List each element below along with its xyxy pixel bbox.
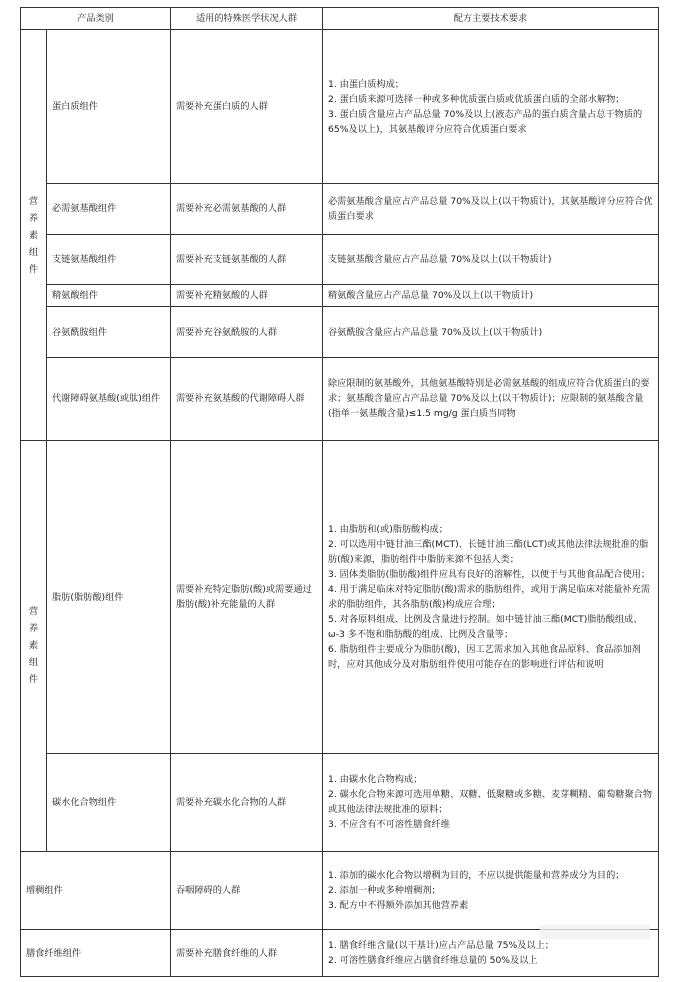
- product-name: 精氨酸组件: [47, 285, 171, 307]
- header-category: 产品类别: [21, 8, 171, 30]
- product-name: 代谢障碍氨基酸(或肽)组件: [47, 357, 171, 440]
- requirement-item: 2. 添加一种或多种增稠剂；: [328, 884, 441, 896]
- nutrition-component-table: [20, 7, 659, 977]
- requirement-item: 1. 添加的碳水化合物以增稠为目的，不应以提供能量和营养成分为目的；: [328, 869, 625, 881]
- requirements-cell: 除应限制的氨基酸外，其他氨基酸特别是必需氨基酸的组成应符合优质蛋白的要求；氨基酸含量应占产品总量 70%及以上(以干物质计)；应限制的氨基酸含量(指单一氨基酸含量)≤1.5 mg/g 蛋白质当同物: [323, 357, 659, 440]
- table-row: [21, 851, 659, 930]
- population-cell: 需要补充支链氨基酸的人群: [171, 234, 323, 285]
- requirement-item: 3. 配方中不得额外添加其他营养素: [328, 899, 469, 911]
- table-row: [21, 285, 659, 307]
- requirements-cell: [323, 930, 659, 977]
- population-cell: 吞咽障碍的人群: [171, 851, 323, 930]
- requirement-item: 2. 可以选用中链甘油三酯(MCT)、长链甘油三酯(LCT)或其他法律法规批准的脂肪(酸)来源，脂肪组件中脂肪来源不包括人类；: [328, 539, 649, 566]
- table-row: [21, 930, 659, 977]
- population-cell: 需要补充碳水化合物的人群: [171, 754, 323, 851]
- product-name: 脂肪(脂肪酸)组件: [47, 440, 171, 754]
- group-label-lipid: 营养素组件: [21, 440, 47, 851]
- requirement-item: 3. 固体类脂肪(脂肪酸)组件应具有良好的溶解性，以便于与其他食品配合使用；: [328, 569, 651, 581]
- header-population: 适用的特殊医学状况人群: [171, 8, 323, 30]
- requirement-item: 1. 由脂肪和(或)脂肪酸构成；: [328, 524, 448, 536]
- requirements-cell: 必需氨基酸含量应占产品总量 70%及以上(以干物质计)，其氨基酸评分应符合优质蛋白要求: [323, 183, 659, 234]
- requirement-item: 3. 蛋白质含量应占产品总量 70%及以上(液态产品的蛋白质含量占总干物质的 65%及以上)，其氨基酸评分应符合优质蛋白要求: [328, 108, 643, 135]
- product-name: 支链氨基酸组件: [47, 234, 171, 285]
- requirements-cell: [323, 30, 659, 184]
- requirement-item: 2. 蛋白质来源可选择一种或多种优质蛋白质或优质蛋白质的全部水解物；: [328, 93, 625, 105]
- requirement-item: 4. 用于满足临床对特定脂肪(酸)需求的脂肪组件，或用于满足临床对能量补充需求的脂肪组件，其各脂肪(酸)构成应合理；: [328, 584, 651, 611]
- requirements-cell: 支链氨基酸含量应占产品总量 70%及以上(以干物质计): [323, 234, 659, 285]
- product-name: 蛋白质组件: [47, 30, 171, 184]
- product-name: 碳水化合物组件: [47, 754, 171, 851]
- requirement-item: 3. 不应含有不可溶性膳食纤维: [328, 819, 450, 831]
- table-row: [21, 183, 659, 234]
- table-row: [21, 30, 659, 184]
- population-cell: 需要补充精氨酸的人群: [171, 285, 323, 307]
- population-cell: 需要补充必需氨基酸的人群: [171, 183, 323, 234]
- table-row: [21, 307, 659, 358]
- population-cell: 需要补充氨基酸的代谢障碍人群: [171, 357, 323, 440]
- requirements-cell: 谷氨酰胺含量应占产品总量 70%及以上(以干物质计): [323, 307, 659, 358]
- requirements-cell: [323, 851, 659, 930]
- requirement-item: 6. 脂肪组件主要成分为脂肪(酸)，因工艺需求加入其他食品原料、食品添加剂时，应对其他成分及对脂肪组件使用可能存在的影响进行评估和说明: [328, 644, 641, 671]
- header-row: [21, 8, 659, 30]
- requirements-cell: 精氨酸含量应占产品总量 70%及以上(以干物质计): [323, 285, 659, 307]
- table-row: [21, 754, 659, 851]
- table-row: [21, 357, 659, 440]
- table-row: [21, 440, 659, 754]
- requirement-item: 1. 由蛋白质构成；: [328, 78, 404, 90]
- requirement-item: 2. 碳水化合物来源可选用单糖、双糖、低聚糖或多糖、麦芽糊精、葡萄糖聚合物或其他法律法规批准的原料；: [328, 789, 653, 816]
- population-cell: 需要补充膳食纤维的人群: [171, 930, 323, 977]
- product-name: 谷氨酰胺组件: [47, 307, 171, 358]
- requirement-item: 1. 由碳水化合物构成；: [328, 774, 423, 786]
- group-label-protein: 营养素组件: [21, 30, 47, 441]
- population-cell: 需要补充蛋白质的人群: [171, 30, 323, 184]
- product-name: 必需氨基酸组件: [47, 183, 171, 234]
- requirements-cell: [323, 440, 659, 754]
- product-name: 膳食纤维组件: [21, 930, 171, 977]
- table-row: [21, 234, 659, 285]
- header-requirements: 配方主要技术要求: [323, 8, 659, 30]
- requirement-item: 2. 可溶性膳食纤维应占膳食纤维总量的 50%及以上: [328, 955, 538, 967]
- requirement-item: 5. 对各原料组成、比例及含量进行控制。如中链甘油三酯(MCT)脂肪酸组成、ω-3 多不饱和脂肪酸的组成、比例及含量等；: [328, 614, 643, 641]
- population-cell: 需要补充特定脂肪(酸)或需要通过脂肪(酸)补充能量的人群: [171, 440, 323, 754]
- requirements-cell: [323, 754, 659, 851]
- population-cell: 需要补充谷氨酰胺的人群: [171, 307, 323, 358]
- product-name: 增稠组件: [21, 851, 171, 930]
- requirement-item: 1. 膳食纤维含量(以干基计)应占产品总量 75%及以上；: [328, 940, 554, 952]
